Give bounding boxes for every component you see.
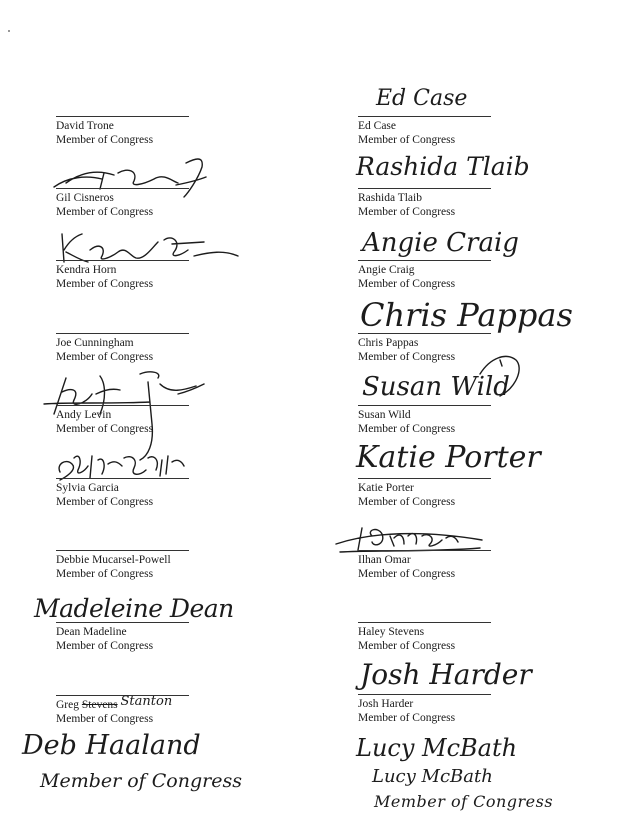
handwritten-signature-mcbath: Lucy McBath — [356, 734, 518, 762]
handwritten-printed-name-mcbath: Lucy McBath — [372, 766, 493, 787]
signatory-name: Sylvia Garcia — [56, 482, 119, 494]
handwritten-signature-harder: Josh Harder — [360, 658, 532, 691]
handwritten-signature-haaland: Deb Haaland — [22, 730, 201, 761]
signatory-name: Angie Craig — [358, 264, 415, 276]
signature-line — [56, 405, 189, 406]
handwritten-signature-tlaib: Rashida Tlaib — [356, 152, 530, 181]
handwritten-signature-pappas: Chris Pappas — [360, 296, 573, 334]
name-handwritten-correction: Stanton — [120, 694, 173, 709]
signatory-title: Member of Congress — [56, 496, 154, 508]
signatory-title: Member of Congress — [358, 640, 456, 652]
handwritten-signature-wild: Susan Wild — [362, 372, 510, 402]
scan-speck — [8, 30, 10, 32]
signature-line — [358, 622, 491, 623]
signatory-title: Member of Congress — [56, 351, 154, 363]
signatory-name: Kendra Horn — [56, 264, 117, 276]
handwritten-title-mcbath: Member of Congress — [374, 792, 554, 811]
signatory-title: Member of Congress — [358, 206, 456, 218]
signatory-name: Susan Wild — [358, 409, 411, 421]
signatory-title: Member of Congress — [56, 206, 154, 218]
signatory-name: Haley Stevens — [358, 626, 425, 638]
signature-line — [56, 188, 189, 189]
signature-line — [56, 695, 189, 696]
signature-horn — [54, 228, 244, 268]
signature-omar — [332, 522, 492, 558]
handwritten-title-haaland: Member of Congress — [40, 770, 242, 792]
signature-line — [56, 622, 189, 623]
name-first: Greg — [56, 699, 79, 711]
signature-line — [358, 478, 491, 479]
signatory-title: Member of Congress — [358, 568, 456, 580]
signature-line — [56, 550, 189, 551]
handwritten-signature-craig: Angie Craig — [362, 228, 519, 258]
signature-line — [56, 116, 189, 117]
signatory-title: Member of Congress — [56, 713, 154, 725]
signatory-title: Member of Congress — [358, 712, 456, 724]
signature-line — [358, 260, 491, 261]
signatory-title: Member of Congress — [358, 278, 456, 290]
signatory-name: Joe Cunningham — [56, 337, 134, 349]
signatory-name: Ed Case — [358, 120, 397, 132]
signature-line — [358, 694, 491, 695]
signatory-title: Member of Congress — [358, 423, 456, 435]
signature-line — [56, 333, 189, 334]
handwritten-signature-porter: Katie Porter — [356, 440, 541, 475]
signatory-name: David Trone — [56, 120, 114, 132]
signatory-title: Member of Congress — [358, 134, 456, 146]
signature-wild-flourish — [470, 348, 530, 408]
signatory-name: Chris Pappas — [358, 337, 419, 349]
signatory-name: Ilhan Omar — [358, 554, 411, 566]
signatory-name: Dean Madeline — [56, 626, 127, 638]
signature-line — [358, 116, 491, 117]
signatory-title: Member of Congress — [56, 640, 154, 652]
signature-line — [358, 405, 491, 406]
signatory-name: Rashida Tlaib — [358, 192, 422, 204]
signatory-name: Andy Levin — [56, 409, 112, 421]
signatory-title: Member of Congress — [358, 496, 456, 508]
signatory-name — [56, 694, 173, 712]
signature-line — [358, 550, 491, 551]
signatory-title: Member of Congress — [56, 134, 154, 146]
signatory-title: Member of Congress — [358, 351, 456, 363]
handwritten-signature-dean: Madeleine Dean — [34, 594, 234, 623]
signatory-title: Member of Congress — [56, 568, 154, 580]
signature-line — [358, 333, 491, 334]
signatory-name: Katie Porter — [358, 482, 414, 494]
signature-line — [56, 478, 189, 479]
signatory-title: Member of Congress — [56, 423, 154, 435]
signatory-name: Josh Harder — [358, 698, 414, 710]
signatory-name: Debbie Mucarsel-Powell — [56, 554, 171, 566]
handwritten-signature-case: Ed Case — [376, 86, 468, 111]
signature-line — [358, 188, 491, 189]
signatory-name: Gil Cisneros — [56, 192, 114, 204]
signature-line — [56, 260, 189, 261]
name-struck: Stevens — [81, 699, 118, 711]
signatory-title: Member of Congress — [56, 278, 154, 290]
